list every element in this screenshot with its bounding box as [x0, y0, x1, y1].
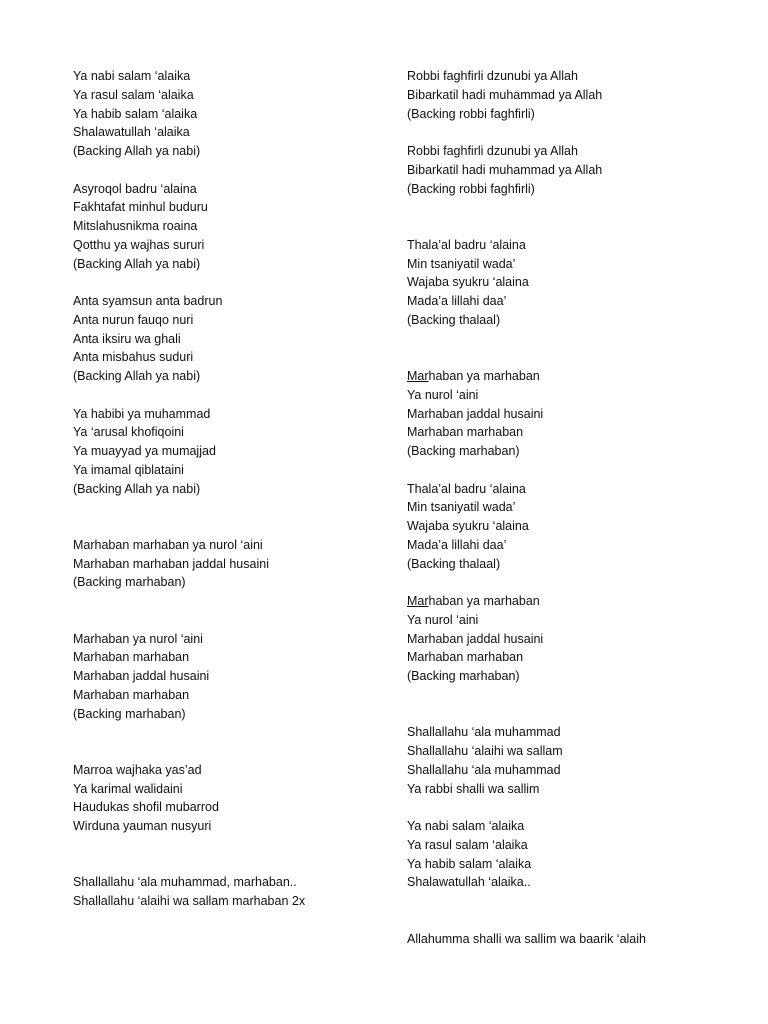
- lyric-line: Robbi faghfirli dzunubi ya Allah: [407, 144, 578, 158]
- lyric-line: Marhaban marhaban: [407, 425, 524, 440]
- lyric-line: Ya muayyad ya mumajjad: [73, 444, 216, 458]
- lyric-line: Marhaban jaddal husaini: [407, 631, 544, 646]
- lyric-line: Marhaban ya nurol ‘aini: [73, 631, 203, 646]
- lyric-line: Allahumma shalli wa sallim wa baarik ‘alaih: [407, 931, 646, 946]
- blank-line: [73, 611, 393, 630]
- blank-line: [73, 498, 393, 517]
- lyric-line: Shallallahu ‘alaihi wa sallam: [407, 744, 563, 758]
- lyric-line: Wajaba syukru ‘alaina: [407, 519, 529, 533]
- lyric-line: Shalawatullah ‘alaika..: [407, 875, 531, 890]
- blank-line: [407, 798, 747, 817]
- lyric-line: Min tsaniyatil wada’: [407, 256, 516, 271]
- lyric-line: Wirduna yauman nusyuri: [73, 819, 212, 833]
- blank-line: [73, 517, 393, 536]
- blank-line: [73, 742, 393, 761]
- blank-line: [407, 348, 747, 367]
- lyric-line: Thala’al badru ‘alaina: [407, 481, 526, 496]
- lyric-line: Marhaban marhaban ya nurol ‘aini: [73, 537, 263, 552]
- blank-line: [407, 198, 747, 217]
- lyric-line: (Backing Allah ya nabi): [73, 481, 201, 496]
- lyric-line: Marhaban ya marhaban: [407, 369, 540, 383]
- lyric-line: Qotthu ya wajhas sururi: [73, 237, 205, 252]
- lyric-line: (Backing marhaban): [73, 575, 186, 590]
- lyric-line: Ya rasul salam ‘alaika: [73, 87, 194, 102]
- lyric-line: (Backing Allah ya nabi): [73, 144, 201, 158]
- lyric-line: Ya habib salam ‘alaika: [407, 856, 532, 871]
- blank-line: [73, 836, 393, 855]
- lyric-line: (Backing Allah ya nabi): [73, 256, 201, 271]
- lyric-line: Anta misbahus suduri: [73, 350, 194, 365]
- lyric-line: Shallallahu ‘ala muhammad: [407, 762, 561, 777]
- blank-line: [407, 330, 747, 349]
- lyric-line: Marhaban jaddal husaini: [407, 406, 544, 421]
- lyric-line: Ya ‘arusal khofiqoini: [73, 425, 184, 440]
- lyric-line: Fakhtafat minhul buduru: [73, 200, 208, 215]
- lyric-line: (Backing marhaban): [407, 669, 520, 683]
- lyric-line: Marroa wajhaka yas’ad: [73, 762, 202, 777]
- lyric-line: Anta iksiru wa ghali: [73, 331, 181, 346]
- lyric-line: Ya rasul salam ‘alaika: [407, 837, 528, 852]
- blank-line: [73, 161, 393, 180]
- blank-line: [73, 273, 393, 292]
- right-column: [407, 67, 747, 948]
- blank-line: [407, 686, 747, 705]
- lyric-line: Shallallahu ‘alaihi wa sallam marhaban 2x: [73, 894, 306, 908]
- lyric-line: Robbi faghfirli dzunubi ya Allah: [407, 69, 578, 83]
- blank-line: [73, 386, 393, 405]
- lyric-line: Ya nabi salam ‘alaika: [407, 819, 525, 833]
- lyric-line: Ya nurol ‘aini: [407, 612, 479, 627]
- lyric-line: Ya nurol ‘aini: [407, 387, 479, 402]
- blank-line: [407, 573, 747, 592]
- lyric-line: Marhaban jaddal husaini: [73, 669, 210, 683]
- lyric-line: (Backing robbi faghfirli): [407, 106, 535, 121]
- lyric-line: (Backing thalaal): [407, 556, 501, 571]
- lyric-line: Marhaban ya marhaban: [407, 594, 540, 608]
- lyric-line: Marhaban marhaban: [407, 650, 524, 665]
- lyric-line: Thala’al badru ‘alaina: [407, 237, 526, 252]
- lyric-line: (Backing robbi faghfirli): [407, 181, 535, 196]
- lyric-line: Shalawatullah ‘alaika: [73, 125, 190, 140]
- blank-line: [407, 892, 747, 911]
- lyric-line: Bibarkatil hadi muhammad ya Allah: [407, 162, 603, 177]
- lyric-line: Ya nabi salam ‘alaika: [73, 69, 191, 83]
- lyric-line: Ya habibi ya muhammad: [73, 406, 211, 421]
- left-column: [73, 67, 393, 911]
- lyric-line: Ya imamal qiblataini: [73, 462, 184, 477]
- lyric-line: Ya rabbi shalli wa sallim: [407, 781, 540, 796]
- blank-line: [73, 723, 393, 742]
- lyric-line: (Backing thalaal): [407, 312, 501, 327]
- lyric-line: Bibarkatil hadi muhammad ya Allah: [407, 87, 603, 102]
- lyric-line: (Backing marhaban): [407, 444, 520, 458]
- lyric-line: Shallallahu ‘ala muhammad: [407, 725, 561, 740]
- lyric-line: (Backing Allah ya nabi): [73, 369, 201, 383]
- lyric-line: Ya habib salam ‘alaika: [73, 106, 198, 121]
- lyric-line: Min tsaniyatil wada’: [407, 500, 516, 515]
- blank-line: [407, 217, 747, 236]
- lyric-line: Mada’a lillahi daa’: [407, 537, 507, 552]
- blank-line: [407, 461, 747, 480]
- lyric-line: Marhaban marhaban jaddal husaini: [73, 556, 269, 571]
- lyric-line: Haudukas shofil mubarrod: [73, 800, 219, 815]
- blank-line: [73, 855, 393, 874]
- lyric-line: Ya karimal walidaini: [73, 781, 183, 796]
- lyric-line: Anta nurun fauqo nuri: [73, 312, 194, 327]
- blank-line: [407, 123, 747, 142]
- lyric-line: Shallallahu ‘ala muhammad, marhaban..: [73, 875, 297, 890]
- lyric-line: Asyroqol badru ‘alaina: [73, 181, 197, 196]
- lyric-line: Wajaba syukru ‘alaina: [407, 275, 529, 290]
- lyric-line: Anta syamsun anta badrun: [73, 294, 223, 308]
- lyric-line: Marhaban marhaban: [73, 687, 190, 702]
- blank-line: [407, 911, 747, 930]
- blank-line: [407, 705, 747, 724]
- lyric-line: (Backing marhaban): [73, 706, 186, 721]
- blank-line: [73, 592, 393, 611]
- lyric-line: Marhaban marhaban: [73, 650, 190, 665]
- lyric-line: Mada’a lillahi daa’: [407, 294, 507, 308]
- lyric-line: Mitslahusnikma roaina: [73, 219, 198, 233]
